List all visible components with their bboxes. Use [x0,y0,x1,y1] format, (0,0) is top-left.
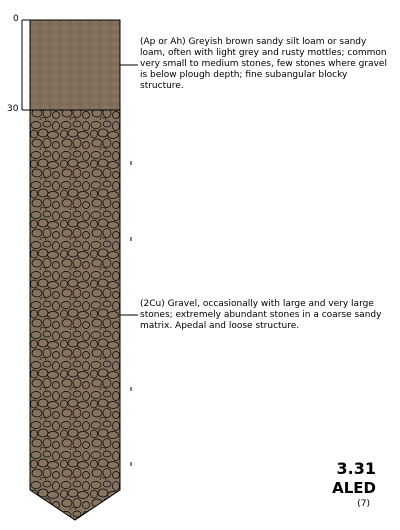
horizon-gravel-block [30,110,120,520]
profile-code: 3.31 [336,459,376,478]
profile-number: (7) [357,499,370,509]
horizon-topsoil-block [30,20,120,110]
depth-label-30: 30 [7,104,19,114]
horizon-description-topsoil: (Ap or Ah) Greyish brown sandy silt loam or sandy loam, often with light grey and rusty mottles; common very small to medium stones, few stones where gravel is below plough depth; fine subangular blocky structure. [140,37,387,91]
profile-name: ALED [332,479,376,497]
depth-label-0: 0 [13,14,19,24]
horizon-description-gravel: (2Cu) Gravel, occasionally with large and very large stones; extremely abundant stones in a coarse sandy matrix. Apedal and loose structure. [140,299,382,331]
